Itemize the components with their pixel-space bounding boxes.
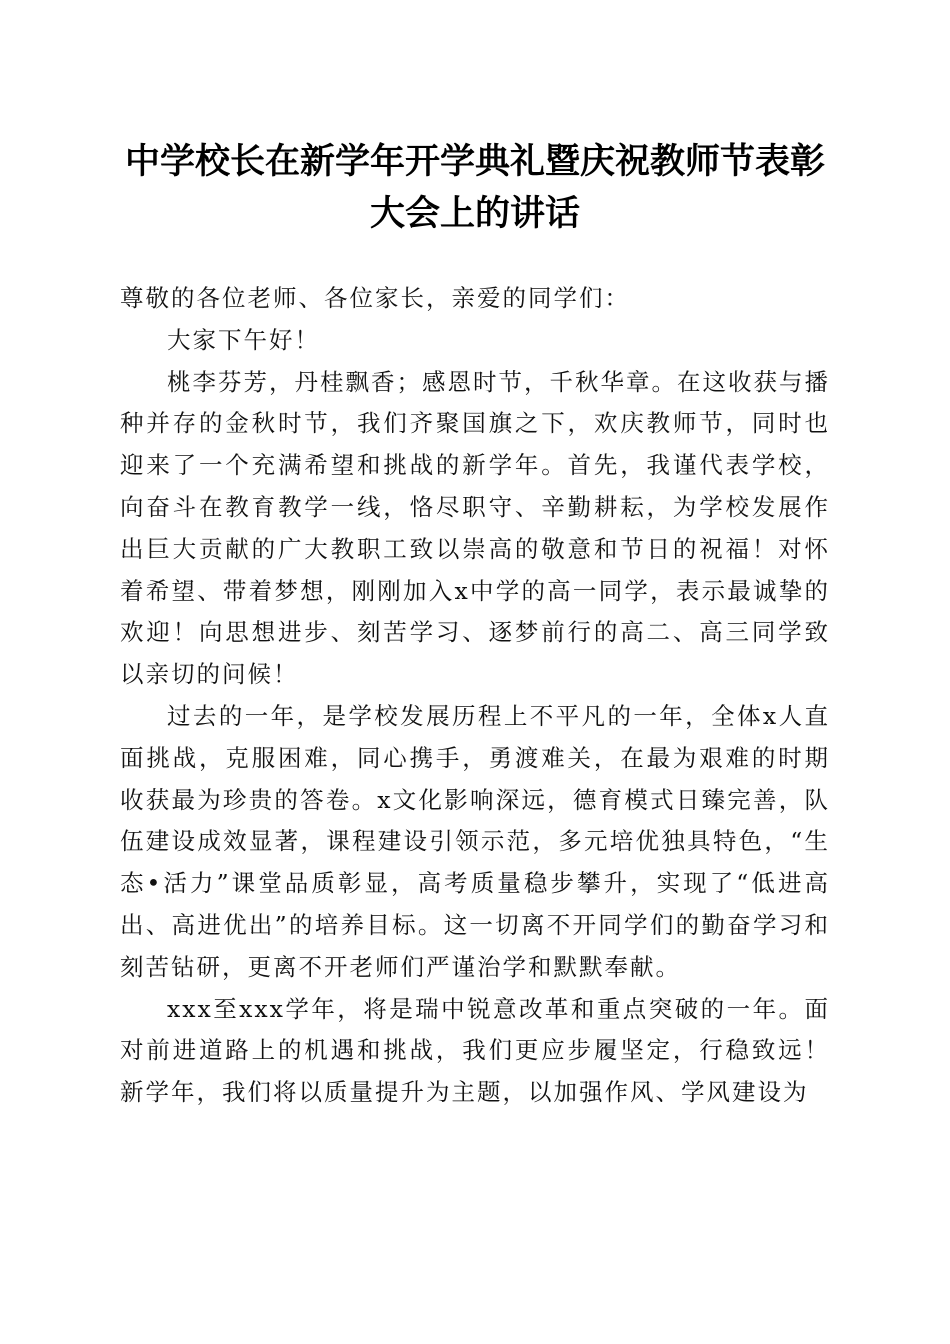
document-title bbox=[100, 136, 850, 240]
salutation: 尊敬的各位老师、各位家长，亲爱的同学们： bbox=[120, 284, 630, 312]
speech-body bbox=[120, 278, 830, 1114]
paragraph-3: xxx至xxx学年，将是瑞中锐意改革和重点突破的一年。面对前进道路上的机遇和挑战，我们更应步履坚定，行稳致远！新学年，我们将以质量提升为主题，以加强作风、学风建设为 bbox=[120, 994, 830, 1107]
title-line-2: 大会上的讲话 bbox=[369, 193, 580, 234]
paragraph-1: 桃李芬芳，丹桂飘香；感恩时节，千秋华章。在这收获与播种并存的金秋时节，我们齐聚国旗之下，欢庆教师节，同时也迎来了一个充满希望和挑战的新学年。首先，我谨代表学校，向奋斗在教育教学一线，恪尽职守、辛勤耕耘，为学校发展作出巨大贡献的广大教职工致以崇高的敬意和节日的祝福！对怀着希望、带着梦想，刚刚加入x中学的高一同学，表示最诚挚的欢迎！向思想进步、刻苦学习、逐梦前行的高二、高三同学致以亲切的问候！ bbox=[120, 367, 830, 689]
paragraph-2: 过去的一年，是学校发展历程上不平凡的一年，全体x人直面挑战，克服困难，同心携手，勇渡难关，在最为艰难的时期收获最为珍贵的答卷。x文化影响深远，德育模式日臻完善，队伍建设成效显著，课程建设引领示范，多元培优独具特色，“生态•活力”课堂品质彰显，高考质量稳步攀升，实现了“低进高出、高进优出”的培养目标。这一切离不开同学们的勤奋学习和刻苦钻研，更离不开老师们严谨治学和默默奉献。 bbox=[120, 701, 830, 981]
greeting: 大家下午好！ bbox=[167, 325, 320, 354]
title-line-1: 中学校长在新学年开学典礼暨庆祝教师节表彰 bbox=[124, 141, 825, 182]
